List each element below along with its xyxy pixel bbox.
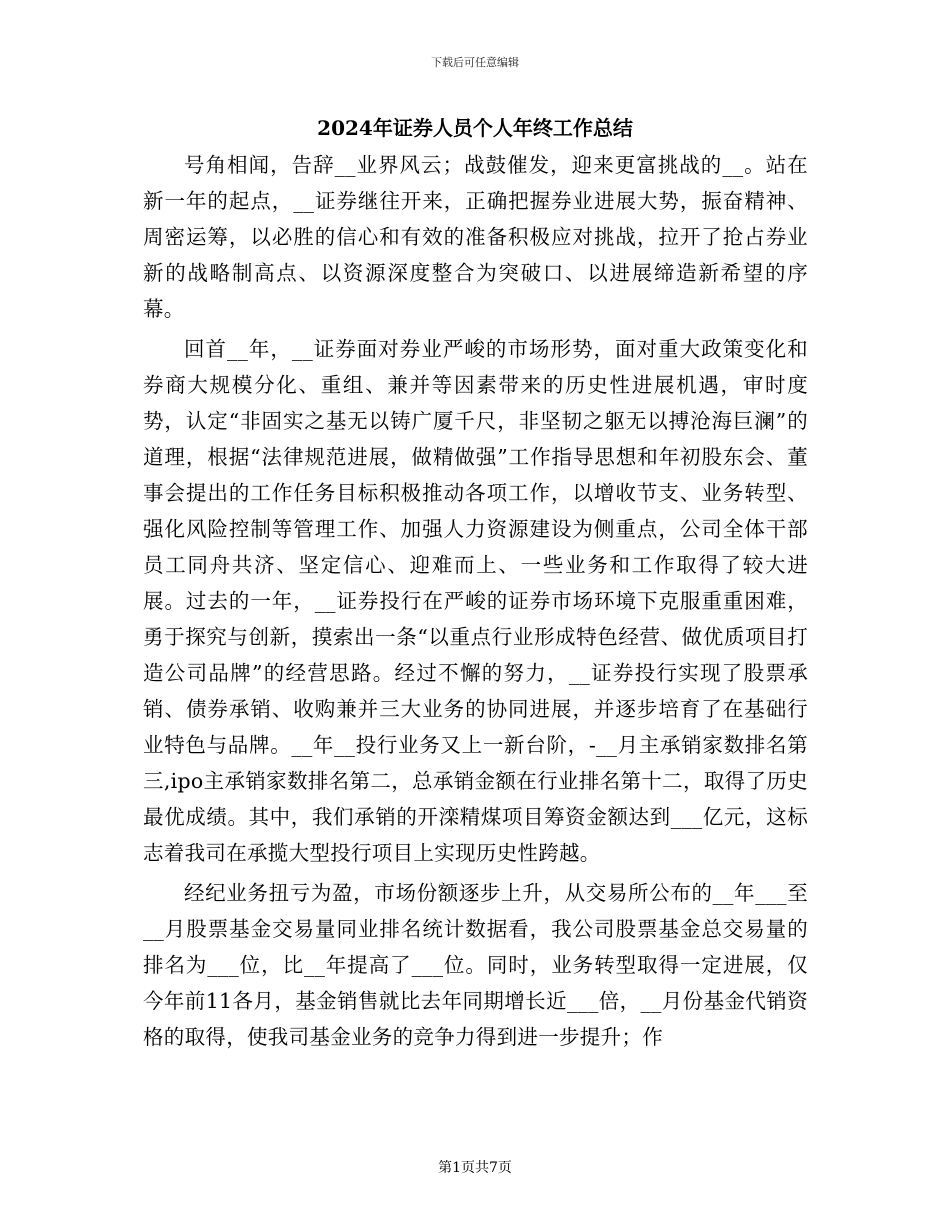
paragraph-2: 回首__年，__证券面对券业严峻的市场形势，面对重大政策变化和券商大规模分化、重组、兼并等因素带来的历史性进展机遇，审时度势，认定“非固实之基无以铸广厦千尺，非坚韧之躯无以搏沧海巨澜”的道理，根据“法律规范进展，做精做强”工作指导思想和年初股东会、董事会提出的工作任务目标积极推动各项工作，以增收节支、业务转型、强化风险控制等管理工作、加强人力资源建设为侧重点，公司全体干部员工同舟共济、坚定信心、迎难而上、一些业务和工作取得了较大进展。过去的一年，__证券投行在严峻的证券市场环境下克服重重困难，勇于探究与创新，摸索出一条“以重点行业形成特色经营、做优质项目打造公司品牌”的经营思路。经过不懈的努力，__证券投行实现了股票承销、债券承销、收购兼并三大业务的协同进展，并逐步培育了在基础行业特色与品牌。__年__投行业务又上一新台阶，-__月主承销家数排名第三,ipo主承销家数排名第二，总承销金额在行业排名第十二，取得了历史最优成绩。其中，我们承销的开滦精煤项目筹资金额达到___亿元，这标志着我司在承揽大型投行项目上实现历史性跨越。 [143,337,808,865]
paragraph-3: 经纪业务扭亏为盈，市场份额逐步上升，从交易所公布的__年___至__月股票基金交易量同业排名统计数据看，我公司股票基金总交易量的排名为___位，比__年提高了___位。同时，业务转型取得一定进展，仅今年前11各月，基金销售就比去年同期增长近___倍，__月份基金代销资格的取得，使我司基金业务的竞争力得到进一步提升；作 [143,881,808,1049]
paragraph-1: 号角相闻，告辞__业界风云；战鼓催发，迎来更富挑战的__。站在新一年的起点，__证券继往开来，正确把握券业进展大势，振奋精神、周密运筹，以必胜的信心和有效的准备积极应对挑战，拉开了抢占券业新的战略制高点、以资源深度整合为突破口、以进展缔造新希望的序幕。 [143,153,808,321]
header-note: 下载后可任意编辑 [431,56,519,69]
document-title: 2024年证券人员个人年终工作总结 [317,116,633,140]
page-number: 第1页共7页 [438,1160,512,1176]
document-body [143,147,808,1059]
